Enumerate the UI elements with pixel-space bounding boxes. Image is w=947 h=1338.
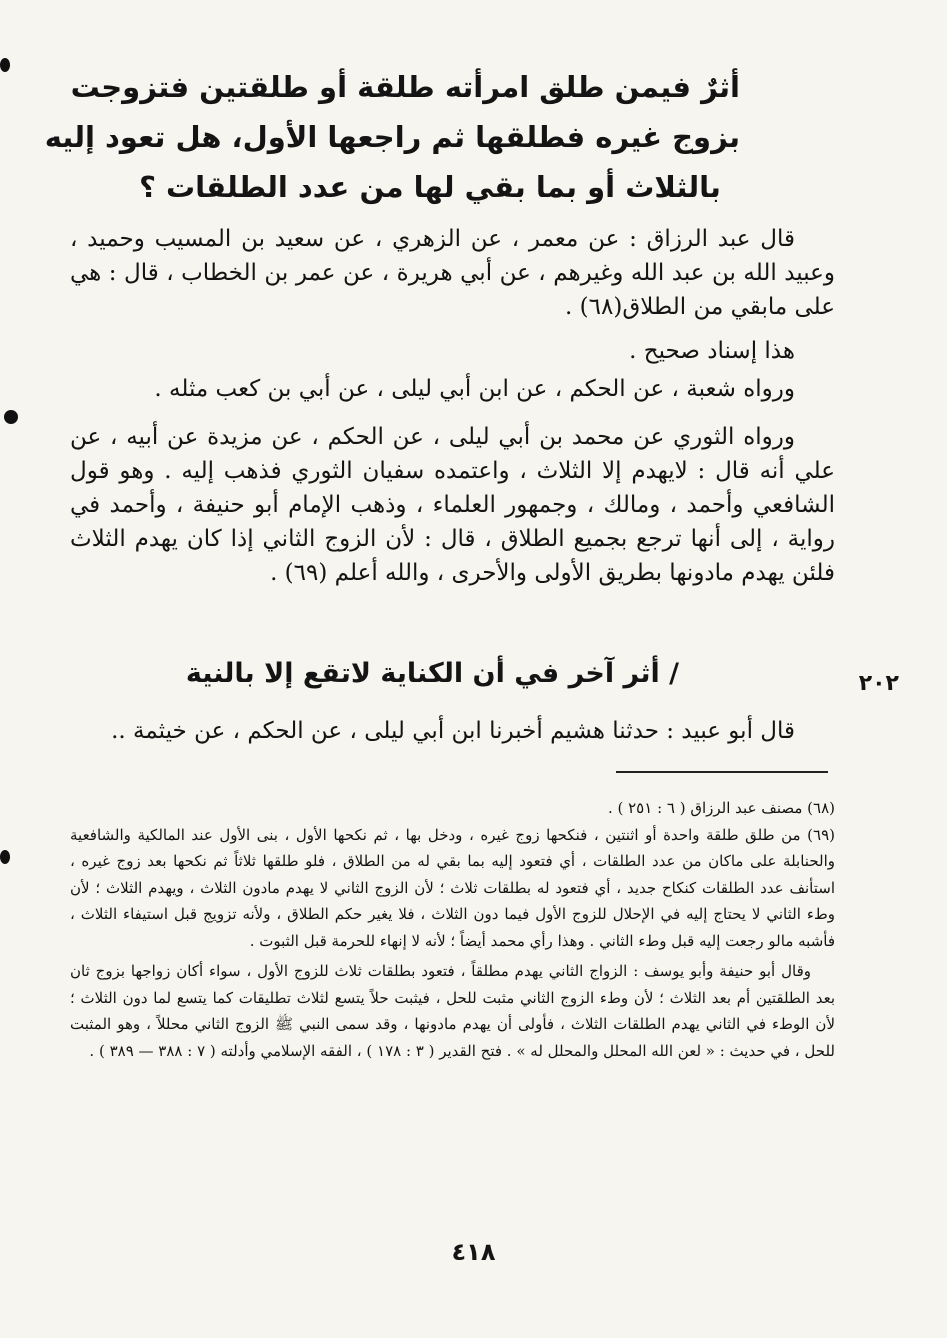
- paragraph-4: ورواه الثوري عن محمد بن أبي ليلى ، عن الحكم ، عن مزيدة عن أبيه ، عن علي أنه قال : لايهدم إلا الثلاث ، واعتمده سفيان الثوري فذهب إليه . وهو قول الشافعي وأحمد ، ومالك ، وجمهور العلماء ، وذهب الإمام أبو حنيفة ، وأحمد في رواية ، إلى أنها ترجع بجميع الطلاق ، قال : لأن الزوج الثاني إذا كان يهدم الثلاث فلئن يهدم مادونها بطريق الأولى والأحرى ، والله أعلم (٦٩) .: [70, 424, 835, 586]
- scan-mark-middle: [4, 410, 18, 424]
- margin-reference-number: ٢٠٢: [858, 671, 899, 696]
- title-line-3: بالثلاث أو بما بقي لها من عدد الطلقات ؟: [139, 170, 721, 204]
- main-text: [70, 222, 835, 590]
- footnote-separator: [616, 771, 828, 773]
- paragraph-1: قال عبد الرزاق : عن معمر ، عن الزهري ، عن سعيد بن المسيب وحميد ، وعبيد الله بن عبد الله وغيرهم ، عن أبي هريرة ، عن عمر بن الخطاب ، قال : هي على مابقي من الطلاق(٦٨) .: [70, 226, 835, 320]
- title-line-2: بزوج غيره فطلقها ثم راجعها الأول، هل تعود إليه: [44, 120, 740, 154]
- paragraph-2: هذا إسناد صحيح .: [629, 338, 795, 364]
- paragraph-3: ورواه شعبة ، عن الحكم ، عن ابن أبي ليلى ، عن أبي بن كعب مثله .: [154, 376, 795, 402]
- scan-mark-lower: [0, 850, 10, 864]
- footnotes: [70, 795, 835, 1064]
- footnote-68: (٦٨) مصنف عبد الرزاق ( ٦ : ٢٥١ ) .: [607, 799, 835, 817]
- section-text: قال أبو عبيد : حدثنا هشيم أخبرنا ابن أبي ليلى ، عن الحكم ، عن خيثمة ..: [111, 718, 795, 744]
- scan-mark-top: [0, 58, 10, 72]
- page-title: [44, 62, 740, 212]
- title-line-1: أثرٌ فيمن طلق امرأته طلقة أو طلقتين فتزوجت: [70, 70, 740, 104]
- section-heading: / أثر آخر في أن الكناية لاتقع إلا بالنية: [185, 658, 679, 689]
- footnote-69-continued: وقال أبو حنيفة وأبو يوسف : الزواج الثاني يهدم مطلقاً ، فتعود بطلقات ثلاث للزوج الأول ، سواء أكان زواجها بزوج ثان بعد الطلقتين أم بعد الثلاث ؛ لأن وطء الزوج الثاني مثبت للحل ، فيثبت حلاً يتسع لثلاث تطليقات كما يتسع لما دون الثلاث ؛ لأن الوطء في الثاني يهدم الطلقات الثلاث ، فأولى أن يهدم مادونها ، وقد سمى النبي ﷺ الزوج الثاني محللاً ، وهو المثبت للحل ، في حديث : « لعن الله المحلل والمحلل له » . فتح القدير ( ٣ : ١٧٨ ) ، الفقه الإسلامي وأدلته ( ٧ : ٣٨٨ — ٣٨٩ ) .: [70, 962, 835, 1060]
- page-number: ٤١٨: [451, 1238, 496, 1266]
- footnote-69: (٦٩) من طلق طلقة واحدة أو اثنتين ، فنكحها زوج غيره ، ودخل بها ، ثم نكحها الأول ، بنى الأول عند المالكية والشافعية والحنابلة على ماكان من عدد الطلقات ، أي فتعود إليه بما بقي له من الطلاق ، فلو طلقها ثلاثاً ثم نكحها بعد زوج غيره ، استأنف عدد الطلقات كنكاح جديد ، أي فتعود له بطلقات ثلاث ؛ لأن الزوج الثاني لا يهدم مادون الثلاث ، ويهدم الثلاث ؛ لأن وطء الثاني لا يحتاج إليه في الإحلال للزوج الأول فيما دون الثلاث ، فلا يغير حكم الطلاق ، ولأنه تزويج قبل استيفاء الثلاث ، فأشبه مالو رجعت إليه قبل وطء الثاني . وهذا رأي محمد أيضاً ؛ لأنه لا إنهاء للحرمة قبل الثبوت .: [70, 825, 835, 950]
